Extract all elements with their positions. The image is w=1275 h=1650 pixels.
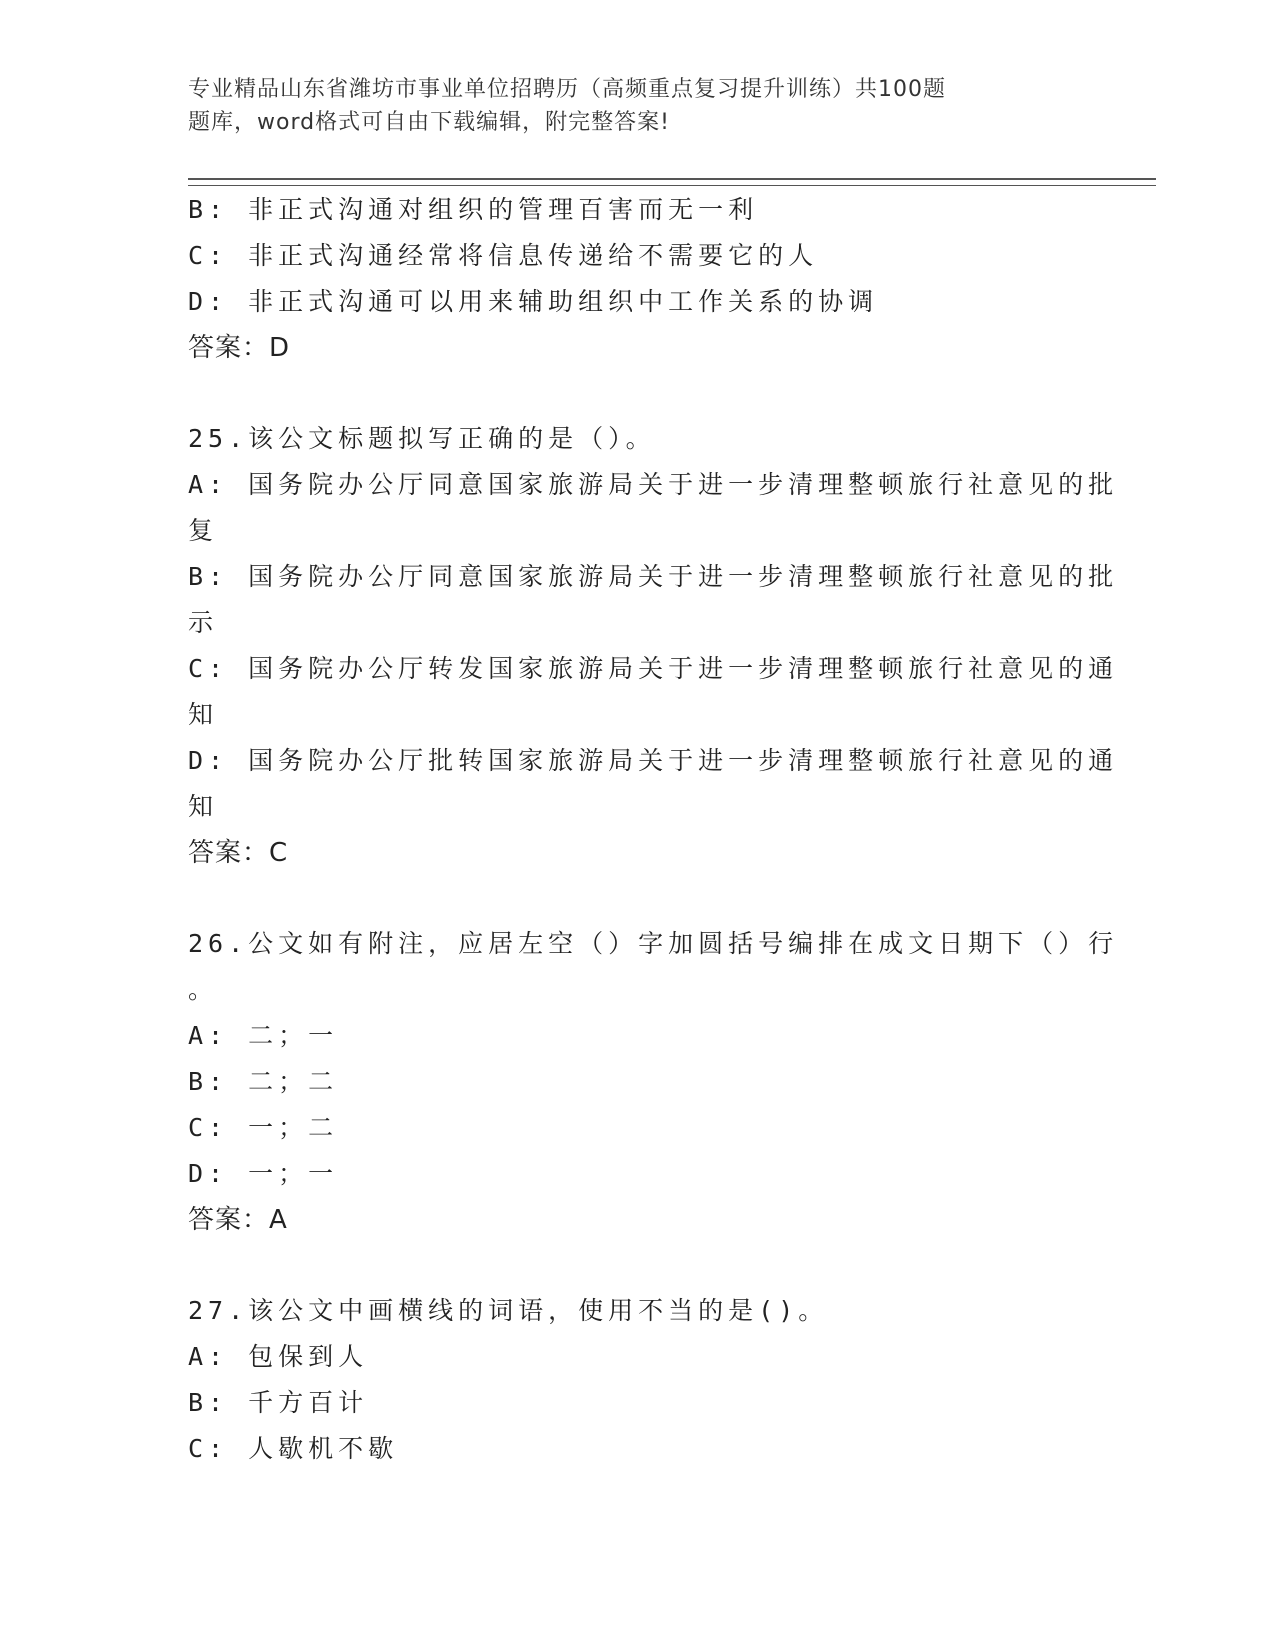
option-b: B: 非正式沟通对组织的管理百害而无一利 xyxy=(188,195,759,224)
question-26-block xyxy=(188,921,1119,1243)
option-a: A: 包保到人 xyxy=(188,1342,369,1371)
header-title-line-1: 专业精品山东省潍坊市事业单位招聘历（高频重点复习提升训练）共100题 xyxy=(188,77,946,102)
previous-question-block xyxy=(188,187,1088,371)
question-stem: 25.该公文标题拟写正确的是（）。 xyxy=(188,424,656,453)
question-content xyxy=(188,187,1119,1472)
question-stem: 26.公文如有附注，应居左空（）字加圆括号编排在成文日期下（）行 xyxy=(188,929,1119,958)
question-spacer xyxy=(188,1243,1088,1288)
answer-line: 答案：D xyxy=(188,333,291,363)
answer-line: 答案：C xyxy=(188,838,289,868)
option-d: D: 一；一 xyxy=(188,1159,339,1188)
question-spacer xyxy=(188,371,1088,416)
option-c-continued: 知 xyxy=(188,700,219,729)
answer-line: 答案：A xyxy=(188,1205,288,1235)
option-b: B: 二；二 xyxy=(188,1067,339,1096)
header-divider xyxy=(188,178,1156,186)
option-b: B: 国务院办公厅同意国家旅游局关于进一步清理整顿旅行社意见的批 xyxy=(188,562,1119,591)
question-25-block xyxy=(188,416,1119,876)
option-a: A: 国务院办公厅同意国家旅游局关于进一步清理整顿旅行社意见的批 xyxy=(188,470,1119,499)
document-header xyxy=(188,73,1018,139)
question-27-block xyxy=(188,1288,1088,1472)
option-c: C: 国务院办公厅转发国家旅游局关于进一步清理整顿旅行社意见的通 xyxy=(188,654,1119,683)
question-stem-continued: 。 xyxy=(188,975,219,1004)
option-d: D: 国务院办公厅批转国家旅游局关于进一步清理整顿旅行社意见的通 xyxy=(188,746,1119,775)
question-spacer xyxy=(188,876,1088,921)
option-d-continued: 知 xyxy=(188,792,219,821)
option-c: C: 非正式沟通经常将信息传递给不需要它的人 xyxy=(188,241,819,270)
question-stem: 27.该公文中画横线的词语，使用不当的是()。 xyxy=(188,1296,829,1325)
option-d: D: 非正式沟通可以用来辅助组织中工作关系的协调 xyxy=(188,287,879,316)
option-b: B: 千方百计 xyxy=(188,1388,369,1417)
option-c: C: 一；二 xyxy=(188,1113,339,1142)
option-b-continued: 示 xyxy=(188,608,219,637)
option-a: A: 二；一 xyxy=(188,1021,339,1050)
header-title-line-2: 题库，word格式可自由下载编辑，附完整答案! xyxy=(188,110,670,135)
option-c: C: 人歇机不歇 xyxy=(188,1434,399,1463)
option-a-continued: 复 xyxy=(188,516,219,545)
